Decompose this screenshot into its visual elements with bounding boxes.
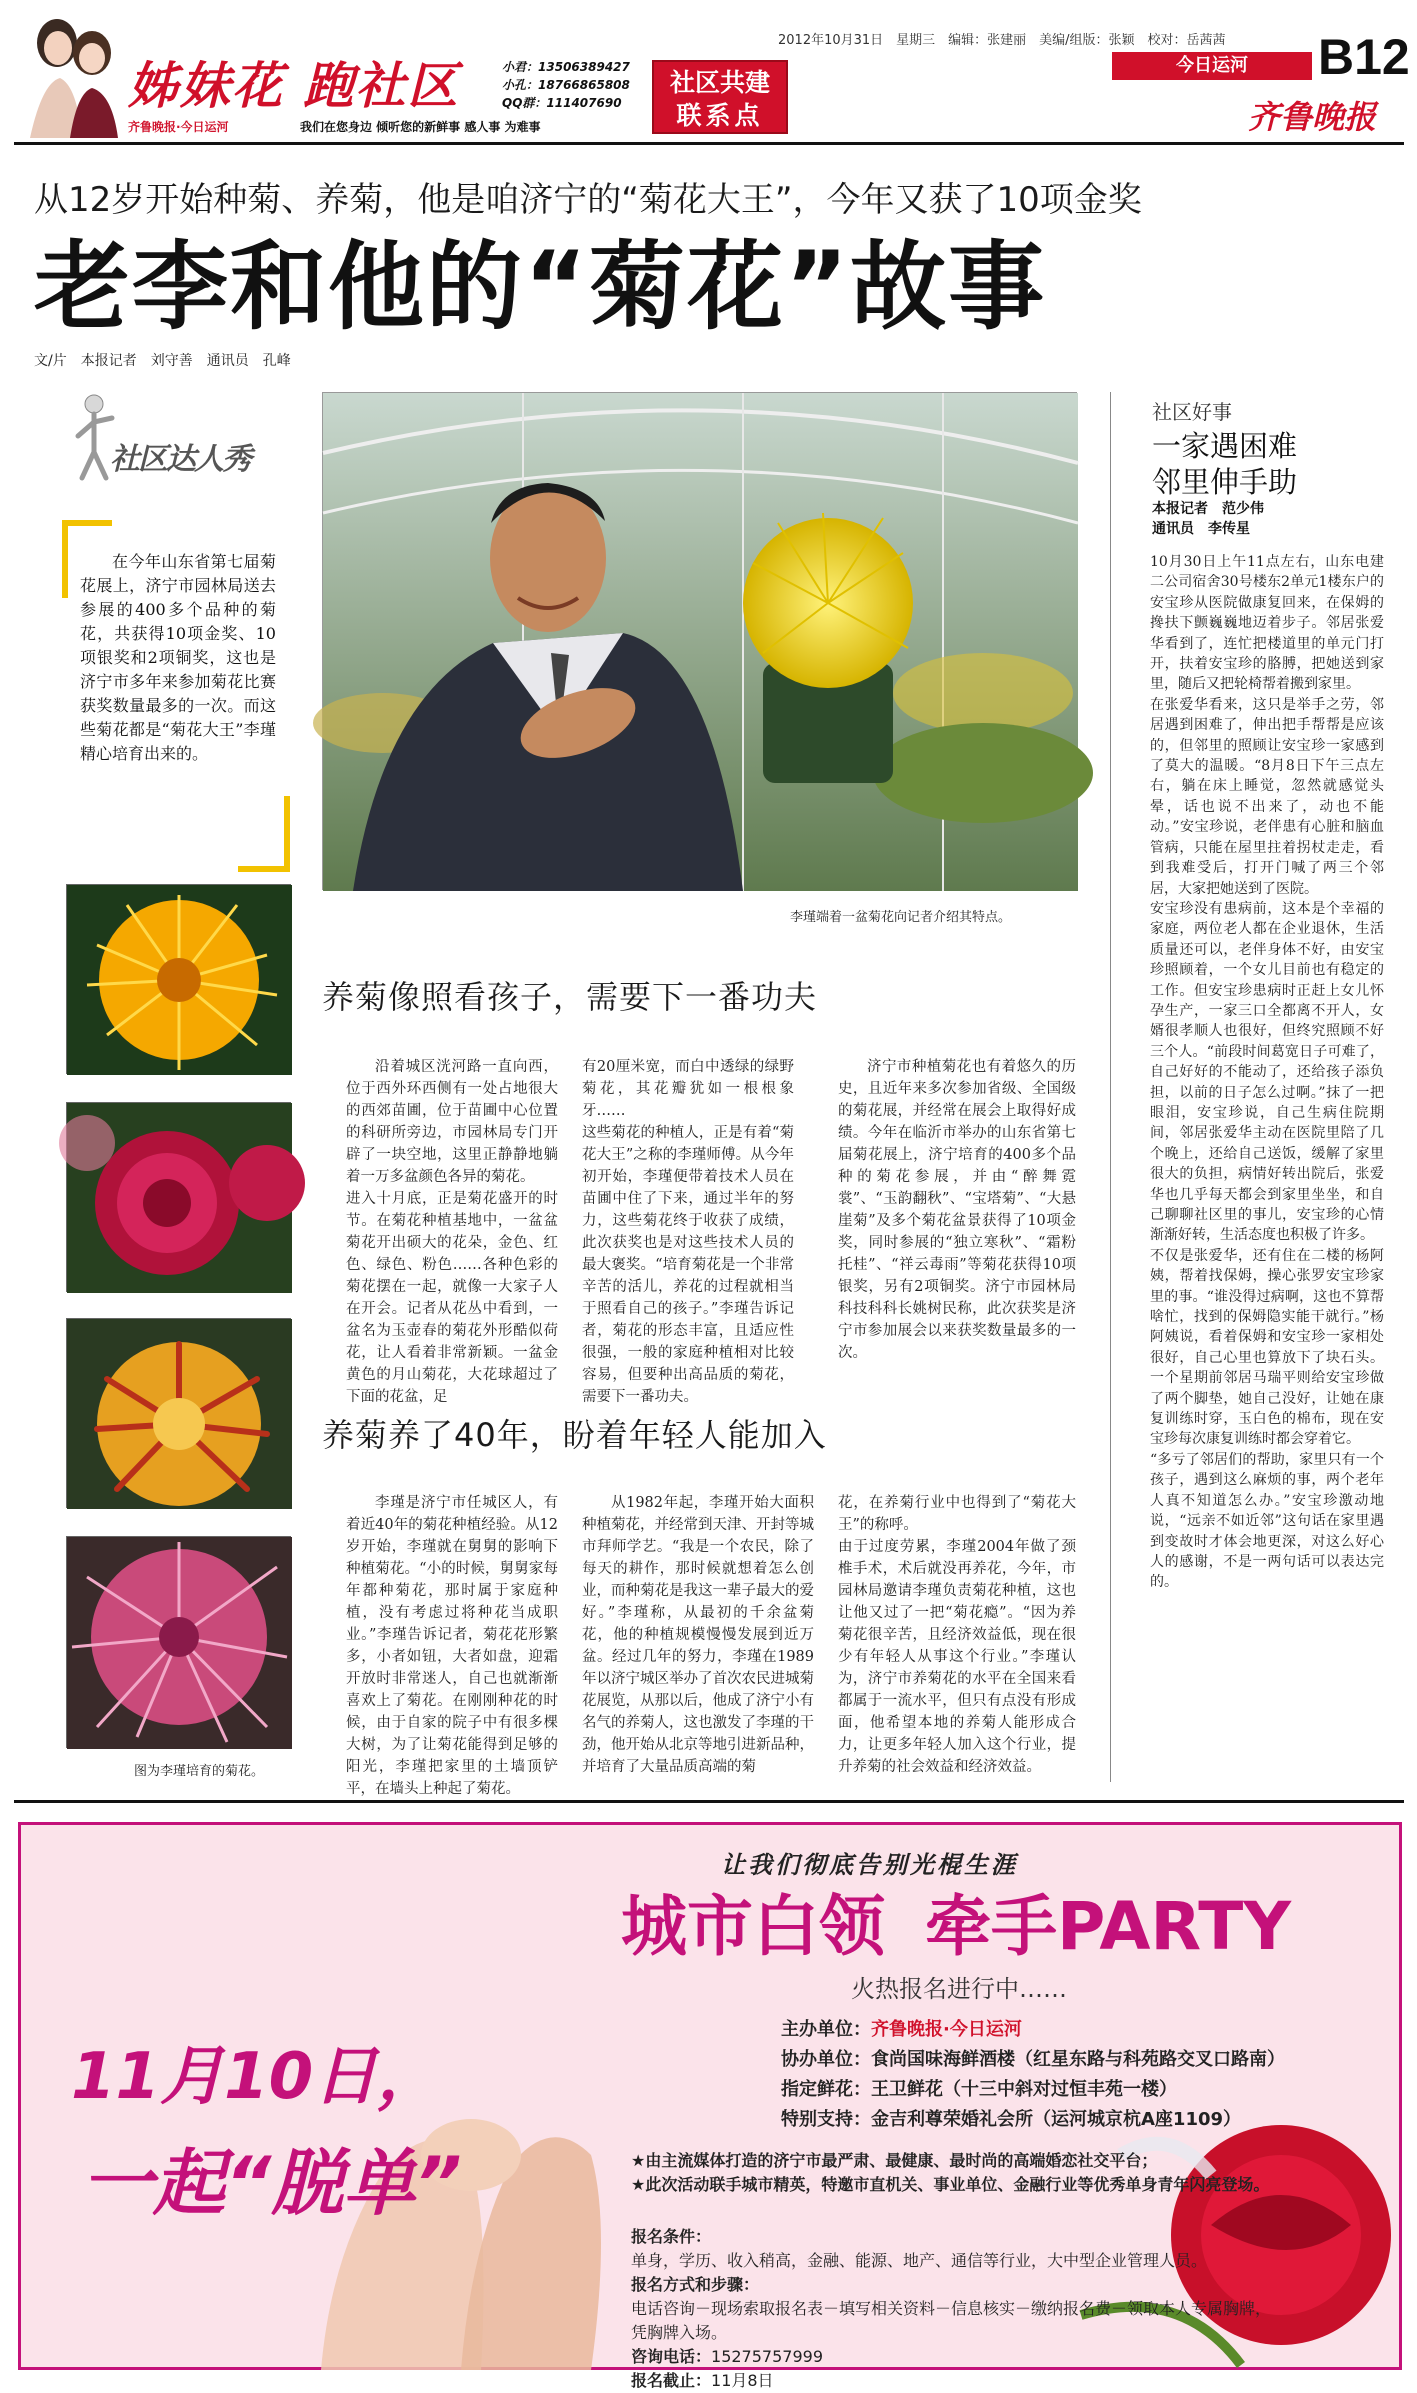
- ad-note: ★此次活动联手城市精英，特邀市直机关、事业单位、金融行业等优秀单身青年闪亮登场。: [631, 2175, 1270, 2194]
- ad-title-cn: 城市白领: [621, 1888, 885, 1965]
- sub1-col-3: [838, 1056, 1076, 1364]
- sisters-portrait: [22, 8, 122, 138]
- ad-title-party: 牵手PARTY: [925, 1888, 1292, 1965]
- article-bottom-rule: [14, 1800, 1404, 1803]
- side-byline-2: 通讯员 李传星: [1152, 521, 1250, 537]
- contact-row: 小君：13506389427: [502, 60, 630, 74]
- ad-organizers: [781, 2015, 1285, 2135]
- byline: 文/片 本报记者 刘守善 通讯员 孔峰: [34, 353, 291, 369]
- sub2-col-2: [582, 1492, 814, 1778]
- masthead-rule: [14, 142, 1404, 145]
- ad-status: 火热报名进行中……: [851, 1975, 1067, 2003]
- organizer-row: 特别支持：金吉利尊荣婚礼会所（运河城京杭A座1109）: [781, 2109, 1242, 2130]
- newspaper-name: 齐鲁晚报: [1248, 98, 1377, 136]
- contact-row: 小孔：18766865808: [502, 78, 630, 92]
- ad-box: [18, 1822, 1402, 2390]
- main-photo: [322, 392, 1077, 890]
- page-number: B12: [1318, 29, 1410, 85]
- intro-bracket-right: [284, 796, 290, 872]
- phone-row: 咨询电话：15275757999: [631, 2347, 823, 2366]
- sub1-col-2: [582, 1056, 794, 1408]
- ad-conditions: [631, 2225, 1271, 2393]
- body-text: 济宁市种植菊花也有着悠久的历史，且近年来多次参加省级、全国级的菊花展，并经常在展会上取得好成绩。今年在临沂市举办的山东省第七届菊花展上，济宁培育的400多个品种的菊花参展，并由“醉舞霓裳”、“玉韵翻秋”、“宝塔菊”、“大悬崖菊”及多个菊花盆景获得了10项金奖，同时参展的“独立寒秋”、“霜粉托桂”、“祥云毒雨”等菊花获得10项银奖，另有2项铜奖。济宁市园林局科技科科长姚树民称，此次获奖是济宁市参加展会以来获奖数量最多的一次。: [838, 1059, 1076, 1361]
- side-title-2: 邻里伸手助: [1152, 465, 1298, 499]
- method-text: 电话咨询－现场索取报名表－填写相关资料－信息核实－缴纳报名费－领取本人专属胸牌，凭胸牌入场。: [631, 2299, 1272, 2342]
- flower-photo: [66, 1102, 291, 1292]
- main-photo-caption: 李瑾端着一盆菊花向记者介绍其特点。: [790, 910, 1012, 925]
- ad-title: [621, 1889, 1291, 1965]
- ad-note: ★由主流媒体打造的济宁市最严肃、最健康、最时尚的高端婚恋社交平台；: [631, 2151, 1158, 2170]
- side-byline-1: 本报记者 范少伟: [1152, 501, 1264, 517]
- intro-bracket-left: [62, 520, 68, 598]
- body-text: 李瑾是济宁市任城区人，有着近40年的菊花种植经验。从12岁开始，李瑾就在舅舅的影响下种植菊花。“小的时候，舅舅家每年都种菊花，那时属于家庭种植，没有考虑过将种花当成职业。”李瑾告诉记者，菊花花形繁多，小者如钮，大者如盘，迎霜开放时非常迷人，自己也就渐渐喜欢上了菊花。在刚刚种花的时候，由于自家的院子中有很多棵大树，为了让菊花能得到足够的阳光，李瑾把家里的土墙顶铲平，在墙头上种起了菊花。: [346, 1495, 558, 1797]
- brand-small: 齐鲁晚报·今日运河: [128, 120, 229, 134]
- column-logo: [72, 392, 250, 488]
- side-body: [1150, 552, 1384, 1772]
- organizer-row: 主办单位：齐鲁晚报·今日运河: [781, 2019, 1022, 2040]
- intro-bracket-bottom: [238, 866, 290, 872]
- contact-row: QQ群：111407690: [502, 96, 622, 110]
- article-kicker: 从12岁开始种菊、养菊，他是咱济宁的“菊花大王”，今年又获了10项金奖: [34, 180, 1142, 220]
- organizer-row: 协办单位：食尚国味海鲜酒楼（红星东路与科苑路交叉口路南）: [781, 2049, 1285, 2070]
- ad-date-big: 11月10日，: [71, 2040, 442, 2114]
- contact-list: [502, 58, 642, 112]
- intro-text: 在今年山东省第七届菊花展上，济宁市园林局送去参展的400多个品种的菊花，共获得10项金奖、10项银奖和2项铜奖，这也是济宁市多年来参加菊花比赛获奖数量最多的一次。而这些菊花都是“菊花大王”李瑾精心培育出来的。: [80, 552, 276, 763]
- side-body-text: 10月30日上午11点左右，山东电建二公司宿舍30号楼东2单元1楼东户的安宝珍从医院做康复回来，在保姆的搀扶下颤巍巍地迈着步子。邻居张爱华看到了，连忙把楼道里的单元门打开，扶着安宝珍的胳膊，把她送到家里，随后又把轮椅帮着搬到家里。 在张爱华看来，这只是举手之劳，邻居遇到困难了，伸出把手帮帮是应该的，但邻里的照顾让安宝珍一家感到了莫大的温暖。“8月8日下午三点左右，躺在床上睡觉，忽然就感觉头晕，话也说不出来了，动也不能动。”安宝珍说，老伴患有心脏和脑血管病，只能在屋里拄着拐杖走走，看到我难受后，打开门喊了两三个邻居，大家把她送到了医院。 安宝珍没有患病前，这本是个幸福的家庭，两位老人都在企业退休，生活质量还可以，老伴身体不好，由安宝珍照顾着，一个女儿目前也有稳定的工作。但安宝珍患病时正赶上女儿怀孕生产，一家三口全都离不开人，女婿很孝顺人也很好，但终究照顾不好三个人。“前段时间葛宽日子可难了，自己好好的不能动了，还给孩子添负担，以前的日子怎么过啊。”抹了一把眼泪，安宝珍说，自己生病住院期间，邻居张爱华主动在医院里陪了几个晚上，还给自己送饭，缓解了家里很大的负担，病情好转出院后，张爱华也几乎每天都会到家里坐坐，和自己聊聊社区里的事儿，安宝珍的心情渐渐好转，生活态度也积极了许多。 不仅是张爱华，还有住在二楼的杨阿姨，帮着找保姆，操心张罗安宝珍家里的事。“谁没得过病啊，这也不算帮啥忙，找到的保姆隐实能干就行。”杨阿姨说，看着保姆和安宝珍一家相处很好，自己心里也算放下了块石头。一个星期前邻居马瑞平则给安宝珍做了两个脚垫，她自己没好，让她在康复训练时穿，玉白色的棉布，现在安宝珍每次康复训练时都会穿着它。 “多亏了邻居们的帮助，家里只有一个孩子，遇到这么麻烦的事，两个老年人真不知道怎么办。”安宝珍激动地说，“远亲不如近邻”这句话在家里遇到变故时才体会地更深，对这么好心人的感谢，不是一两句话可以表达完的。: [1150, 554, 1384, 1591]
- community-badge: [652, 60, 788, 134]
- subhead-1: 养菊像照看孩子，需要下一番功夫: [322, 978, 818, 1016]
- article-headline: 老李和他的“菊花”故事: [34, 231, 1047, 343]
- cond-title: 报名条件：: [631, 2227, 712, 2246]
- date-line: 2012年10月31日 星期三 编辑：张建丽 美编/组版：张颖 校对：岳茜茜: [778, 33, 1226, 48]
- ad-banner: 让我们彻底告别光棍生涯: [721, 1850, 1018, 1879]
- intro-bracket-top: [62, 520, 112, 526]
- side-divider: [1110, 392, 1111, 1782]
- flower-photo: [66, 884, 291, 1074]
- body-text: 有20厘米宽，而白中透绿的绿野菊花，其花瓣犹如一根根象牙…… 这些菊花的种植人，正是有着“菊花大王”之称的李瑾师傅。从今年初开始，李瑾便带着技术人员在苗圃中住了下来，通过半年的努力，这些菊花终于收获了成绩，此次获奖也是对这些技术人员的最大褒奖。“培育菊花是一个非常辛苦的活儿，养花的过程就相当于照看自己的孩子。”李瑾告诉记者，菊花的形态丰富，且适应性很强，一般的家庭种植相对比较容易，但要种出高品质的菊花，需要下一番功夫。: [582, 1059, 794, 1405]
- ad-notes: [631, 2149, 1321, 2197]
- flower-caption: 图为李瑾培育的菊花。: [134, 1764, 265, 1779]
- body-text: 花，在养菊行业中也得到了“菊花大王”的称呼。 由于过度劳累，李瑾2004年做了颈椎手术，术后就没再养花，今年，市园林局邀请李瑾负责菊花种植，这也让他又过了一把“菊花瘾”。“因为养菊花很辛苦，且经济效益低，现在很少有年轻人从事这个行业。”李瑾认为，济宁市养菊花的水平在全国来看都属于一流水平，但只有点没有形成面，他希望本地的养菊人能形成合力，让更多年轻人加入这个行业，提升养菊的社会效益和经济效益。: [838, 1495, 1076, 1775]
- tagline: 我们在您身边 倾听您的新鲜事 感人事 为难事: [300, 120, 541, 134]
- sub1-col-1: [346, 1056, 558, 1408]
- organizer-row: 指定鲜花：王卫鲜花（十三中斜对过恒丰苑一楼）: [781, 2079, 1177, 2100]
- subhead-2: 养菊养了40年，盼着年轻人能加入: [322, 1416, 827, 1454]
- body-text: 沿着城区洸河路一直向西，位于西外环西侧有一处占地很大的西郊苗圃，位于苗圃中心位置的科研所旁边，市园林局专门开辟了一块空地，这里正静静地躺着一万多盆颜色各异的菊花。 进入十月底，正是菊花盛开的时节。在菊花种植基地中，一盆盆菊花开出硕大的花朵，金色、红色、绿色、粉色……各种色彩的菊花摆在一起，就像一大家子人在开会。记者从花丛中看到，一盆名为玉壶春的菊花外形酷似荷花，让人看着非常新颖。一盆金黄色的月山菊花，大花球超过了下面的花盆，足: [346, 1059, 558, 1405]
- flower-photo: [66, 1318, 291, 1508]
- body-text: 从1982年起，李瑾开始大面积种植菊花，并经常到天津、开封等城市拜师学艺。“我是一个农民，除了每天的耕作，那时候就想着怎么创业，而种菊花是我这一辈子最大的爱好。”李瑾称，从最初的千余盆菊花，他的种植规模慢慢发展到近万盆。经过几年的努力，李瑾在1989年以济宁城区举办了首次农民进城菊花展览，从那以后，他成了济宁小有名气的养菊人，这也激发了李瑾的干劲，他开始从北京等地引进新品种，并培育了大量品质高端的菊: [582, 1495, 814, 1775]
- ad-slogan-big: 一起“脱单”: [81, 2141, 462, 2225]
- section-label: 今日运河: [1112, 52, 1312, 80]
- column-logo-text: 社区达人秀: [110, 442, 250, 477]
- deadline-row: 报名截止：11月8日: [631, 2371, 774, 2390]
- sub2-col-1: [346, 1492, 558, 1800]
- sub2-col-3: [838, 1492, 1076, 1778]
- column-title: 姊妹花 跑社区: [128, 57, 460, 115]
- cond-text: 单身，学历、收入稍高，金融、能源、地产、通信等行业，大中型企业管理人员。: [631, 2251, 1208, 2270]
- side-title-1: 一家遇困难: [1152, 429, 1298, 463]
- side-label: 社区好事: [1152, 400, 1232, 424]
- badge-line: 社区共建: [669, 68, 770, 97]
- method-title: 报名方式和步骤：: [631, 2275, 760, 2294]
- flower-photo: [66, 1536, 291, 1748]
- badge-line: 联系点: [676, 101, 764, 130]
- masthead: [0, 0, 1417, 140]
